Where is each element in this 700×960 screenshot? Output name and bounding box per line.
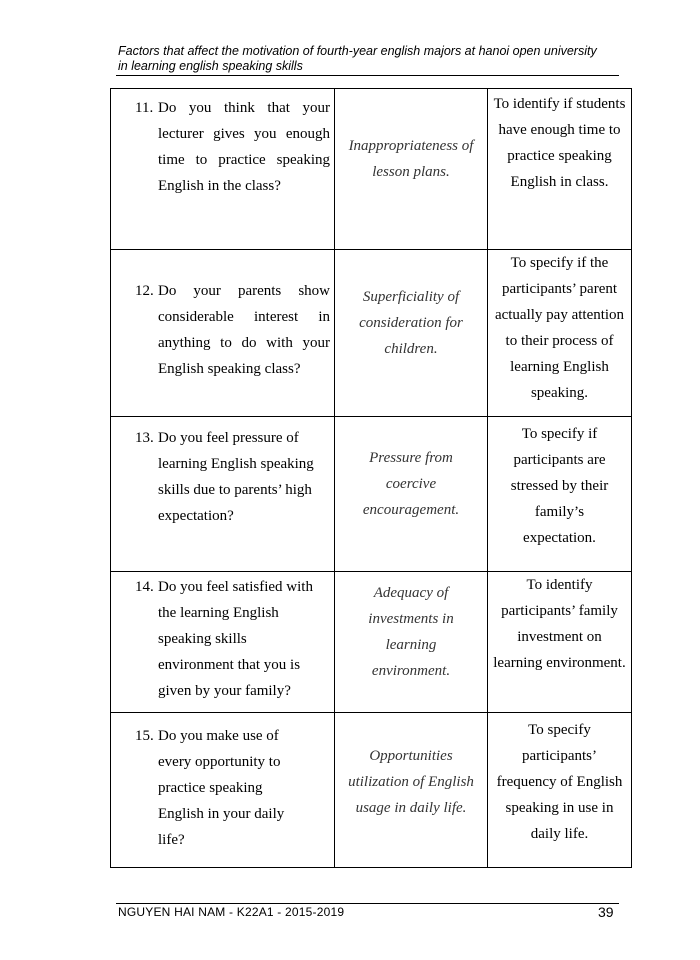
table-row bbox=[111, 417, 632, 572]
question-cell bbox=[111, 713, 335, 868]
question-number: 12. bbox=[135, 283, 154, 299]
question-number: 14. bbox=[135, 579, 154, 595]
question-number: 13. bbox=[135, 430, 154, 446]
table-row bbox=[111, 89, 632, 250]
question-cell bbox=[111, 417, 335, 572]
question-text: Do you feel pressure of learning English speaking skills due to parents’ high expectation? bbox=[158, 430, 314, 524]
factor-text: Adequacy of investments in learning environment. bbox=[368, 585, 454, 679]
purpose-cell bbox=[488, 417, 632, 572]
question-cell bbox=[111, 572, 335, 713]
table-row bbox=[111, 572, 632, 713]
question-text: Do you think that your lecturer gives you enough time to practice speaking English in the class? bbox=[158, 100, 330, 194]
question-text: Do you make use of every opportunity to practice speaking English in your daily life? bbox=[158, 728, 285, 848]
question-text: Do you feel satisfied with the learning English speaking skills environment that you is given by your family? bbox=[158, 579, 313, 699]
header-rule bbox=[116, 75, 619, 76]
question-cell bbox=[111, 89, 335, 250]
factor-cell bbox=[335, 89, 488, 250]
purpose-cell bbox=[488, 572, 632, 713]
running-header bbox=[118, 44, 618, 74]
factor-text: Superficiality of consideration for children. bbox=[359, 289, 463, 357]
factor-text: Inappropriateness of lesson plans. bbox=[348, 138, 474, 180]
header-line-1: Factors that affect the motivation of fourth-year english majors at hanoi open university bbox=[118, 44, 597, 58]
factor-cell bbox=[335, 713, 488, 868]
table-row bbox=[111, 250, 632, 417]
factor-cell bbox=[335, 417, 488, 572]
question-number: 11. bbox=[135, 100, 154, 116]
questionnaire-table bbox=[110, 88, 632, 868]
purpose-text: To specify if the participants’ parent actually pay attention to their process of learning English speaking. bbox=[494, 255, 625, 401]
footer-rule bbox=[116, 903, 619, 904]
purpose-text: To identify if students have enough time to practice speaking English in class. bbox=[493, 96, 626, 190]
purpose-text: To specify participants’ frequency of English speaking in use in daily life. bbox=[496, 722, 623, 842]
purpose-cell bbox=[488, 713, 632, 868]
factor-cell bbox=[335, 572, 488, 713]
purpose-cell bbox=[488, 89, 632, 250]
question-number: 15. bbox=[135, 728, 154, 744]
factor-text: Opportunities utilization of English usage in daily life. bbox=[348, 748, 474, 816]
question-cell bbox=[111, 250, 335, 417]
page-number: 39 bbox=[598, 904, 614, 920]
table-row bbox=[111, 713, 632, 868]
factor-text: Pressure from coercive encouragement. bbox=[362, 450, 460, 518]
footer-author: NGUYEN HAI NAM - K22A1 - 2015-2019 bbox=[118, 905, 345, 919]
question-text: Do your parents show considerable interest in anything to do with your English speaking class? bbox=[158, 283, 330, 377]
purpose-cell bbox=[488, 250, 632, 417]
purpose-text: To identify participants’ family investment on learning environment. bbox=[493, 577, 626, 671]
factor-cell bbox=[335, 250, 488, 417]
header-line-2: in learning english speaking skills bbox=[118, 59, 303, 73]
purpose-text: To specify if participants are stressed by their family’s expectation. bbox=[510, 426, 609, 546]
